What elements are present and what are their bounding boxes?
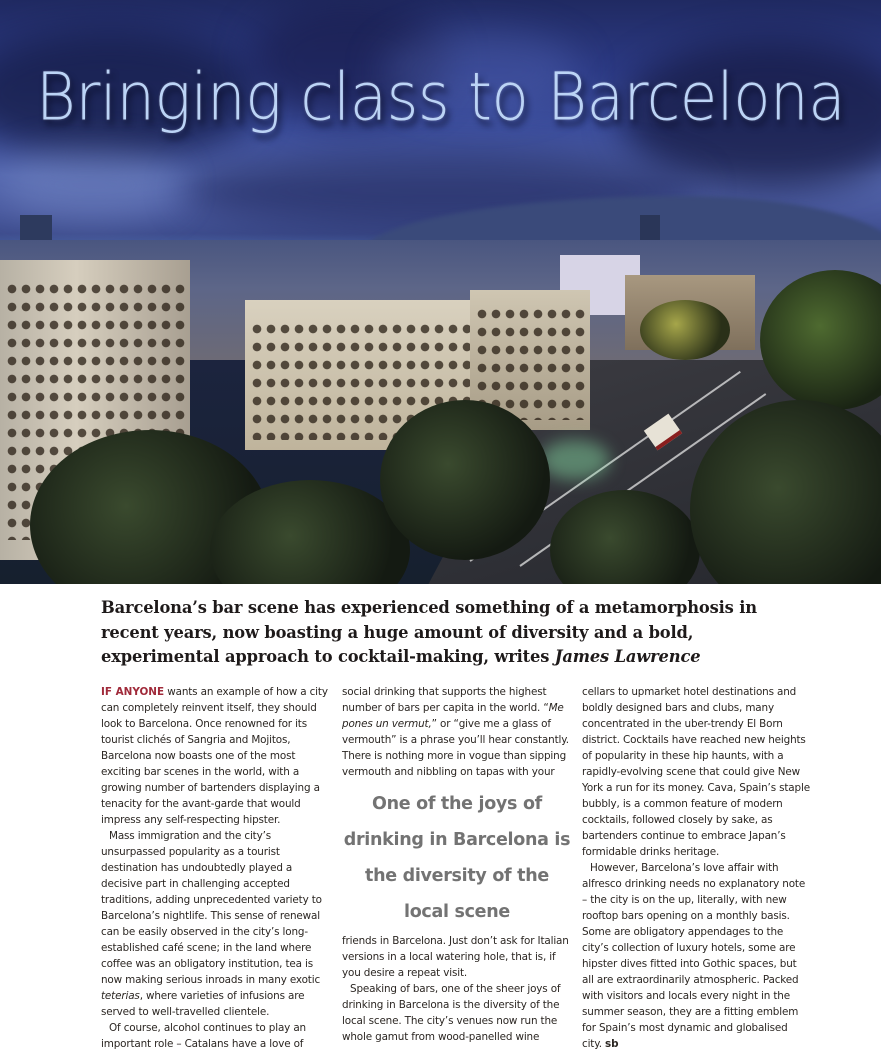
article-column-2-bottom	[342, 933, 570, 1045]
standfirst-text: Barcelona’s bar scene has experienced something of a metamorphosis in recent years, now boasting a huge amount of diversity and a bold, experimental approach to cocktail-making, writes	[101, 598, 757, 666]
article-column-3	[582, 684, 810, 1052]
tree	[380, 400, 550, 560]
paragraph: Of course, alcohol continues to play an important role – Catalans have a love of	[101, 1022, 306, 1050]
paragraph-text: Mass immigration and the city’s unsurpassed popularity as a tourist destination has undoubtedly played a decisive part in challenging accepted traditions, adding unprecedented variety to Barcelona’s nightlife. This sense of renewal can be easily observed in the city’s long-established café scene; in the land where coffee was an obligatory institution, tea is now making serious inroads in many exotic	[101, 830, 322, 986]
paragraph-text: social drinking that supports the highest number of bars per capita in the world. “	[342, 686, 549, 714]
pull-quote-line: drinking in Barcelona is	[343, 830, 571, 850]
pull-quote-line: the diversity of the	[365, 866, 549, 886]
paragraph	[101, 684, 329, 828]
building-windows	[475, 305, 585, 420]
standfirst	[101, 596, 791, 670]
article-column-1	[101, 684, 329, 1052]
paragraph	[342, 684, 570, 780]
paragraph: Speaking of bars, one of the sheer joys of drinking in Barcelona is the diversity of the local scene. The city’s venues now run the whole gamut from wood-panelled wine	[342, 983, 561, 1043]
paragraph-text: However, Barcelona’s love affair with alfresco drinking needs no explanatory note – the city is on the up, literally, with new rooftop bars opening on a monthly basis. Some are obligatory appendages to the city’s collection of luxury hotels, some are hipster dives fitted into Gothic spaces, but all are extraordinarily atmospheric. Packed with visitors and locals every night in the summer season, they are a fitting emblem for Spain’s most dynamic and globalised city.	[582, 862, 806, 1050]
paragraph-text: ” or “give me a glass of vermouth” is a phrase you’ll hear constantly. There is nothing more in vogue than sipping vermouth and nibbling on tapas with your	[342, 718, 569, 778]
drop-in-caps: IF ANYONE	[101, 686, 165, 698]
tree	[640, 300, 730, 360]
paragraph	[101, 828, 329, 1020]
paragraph	[582, 860, 810, 1052]
author-byline: James Lawrence	[554, 647, 701, 666]
pull-quote	[342, 786, 572, 930]
cloud-shape	[0, 150, 180, 220]
article-title: Bringing class to Barcelona	[35, 59, 846, 136]
paragraph-text: wants an example of how a city can completely reinvent itself, they should look to Barcelona. Once renowned for its tourist clichés of Sangria and Mojitos, Barcelona now boasts one of the most exciting bar scenes in the world, with a growing number of bartenders displaying a tenacity for the avant-garde that would impress any self-respecting hipster.	[101, 686, 328, 826]
article-column-2-top	[342, 684, 570, 780]
paragraph: cellars to upmarket hotel destinations and boldly designed bars and clubs, many concentrated in the uber-trendy El Born district. Cocktails have reached new heights of popularity in these hip haunts, with a rapidly-evolving scene that could give New York a run for its money. Cava, Spain’s staple bubbly, is a common feature of modern cocktails, followed closely by sake, as bartenders continue to embrace Japan’s formidable drinks heritage.	[582, 686, 810, 858]
paragraph: friends in Barcelona. Just don’t ask for Italian versions in a local watering hole, that is, if you desire a repeat visit.	[342, 935, 569, 979]
paragraph-text: , where varieties of infusions are served to well-travelled clientele.	[101, 990, 305, 1018]
sign-off: sb	[605, 1038, 619, 1050]
street-light-glow	[540, 440, 610, 480]
italic-term: teterias	[101, 990, 140, 1002]
pull-quote-line: One of the joys of	[372, 794, 542, 814]
pull-quote-line: local scene	[404, 902, 510, 922]
italic-quote: Me pones un vermut,	[342, 702, 564, 730]
